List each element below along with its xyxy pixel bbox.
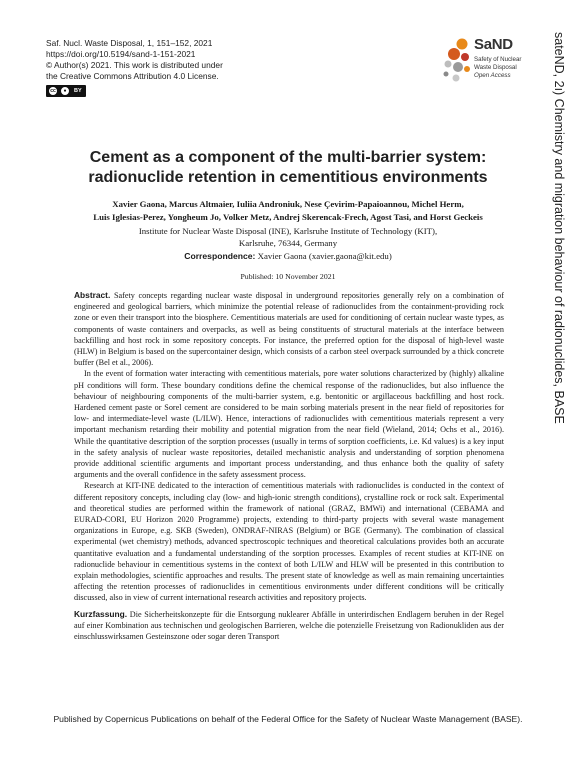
- abstract-text-1: Safety concepts regarding nuclear waste disposal in underground repositories generally rely on a combination of engineered and geological barriers, which minimize the potential release of radionuclides from the containment-providing rock zone or even their transport into the biosphere. Cementitious materials are used for conditioning of certain nuclear waste types, as components of waste containers and overpacks, as well as being constituents of structural materials at the interface between backfilling and host rock in some repository concepts. For instance, the preferred option for the disposal of high-level waste (HLW) in Belgium is based on the supercontainer design, which consists of a carbon steel overpack surrounded by a thick concrete buffer (Bel et al., 2006).: [74, 291, 505, 368]
- authors-line-1: Xavier Gaona, Marcus Altmaier, Iuliia Androniuk, Nese Çevirim-Papaioannou, Michel Herm,: [112, 199, 464, 209]
- title-line-2: radionuclide retention in cementitious environments: [88, 169, 488, 186]
- kurzfassung-heading: Kurzfassung.: [74, 608, 128, 619]
- journal-citation: Saf. Nucl. Waste Disposal, 1, 151–152, 2021: [46, 38, 213, 48]
- abstract-paragraph-1: [74, 290, 504, 368]
- license-line: the Creative Commons Attribution 4.0 License.: [46, 71, 219, 81]
- author-list: [40, 198, 536, 224]
- abstract-heading: Abstract.: [74, 290, 111, 300]
- abstract-body: [74, 290, 504, 642]
- kurzfassung-paragraph: [74, 609, 504, 643]
- side-running-title: sateND, 2ı) Chemistry and migration behaviour of radionuclides, BASE: [552, 32, 566, 424]
- sand-logo-line1: Safety of Nuclear: [474, 56, 522, 63]
- cc-by-badge[interactable]: [46, 85, 86, 97]
- affiliation: [40, 225, 536, 249]
- abstract-paragraph-3: Research at KIT-INE dedicated to the interaction of cementitious materials with radionuclides is conducted in the context of different repository concepts, including clay (low- and high-ionic strength conditions), crystalline rock or rock salt. Experimental and theoretical studies are performed within the framework of national (GRAZ, BMWi) and international (CEBAMA and EURAD-CORI, EU Horizon 2020 Programme) projects, extending to third-party projects with several waste management organizations in Europe, e.g. SKB (Sweden), ONDRAF-NIRAS (Belgium) or BGE (Germany). The combination of classical experimental (wet chemistry) methods, advanced spectroscopic techniques and theoretical calculations provides both an accurate quantitative evaluation and a fundamental understanding of the sorption processes. Examples of recent studies at KIT-INE on radionuclide behaviour in cementitious systems in the context of both L/ILW and HLW will be presented in this contribution to explain methodologies, scientific approaches and results. The present state of knowledge as well as main remaining uncertainties affecting the retention processes of radionuclides in cementitious environments under different conditions will be critically discussed, also in view of current international research activities and repository projects.: [74, 481, 504, 603]
- correspondence-label: Correspondence:: [184, 251, 256, 261]
- correspondence-email[interactable]: Xavier Gaona (xavier.gaona@kit.edu): [257, 251, 392, 261]
- correspondence: [40, 251, 536, 261]
- affiliation-line-1: Institute for Nuclear Waste Disposal (INE), Karlsruhe Institute of Technology (KIT),: [138, 226, 438, 236]
- abstract-paragraph-2: In the event of formation water interacting with cementitious materials, pore water solutions characterized by (highly) alkaline pH conditions will form. These boundary conditions define the chemical response of the radionuclides, but also influence the behaviour of neighbouring components of the multi-barrier system, e.g. bentonitic or argillaceous backfilling and host rock. Hardened cement paste or Sorel cement are considered to be main sorbing materials present in the near field of repositories for low- and intermediate-level waste (L/ILW). Hence, interactions of radionuclides with cementitious materials represent a very important mechanism retarding their mobility and potential migration from the near field (Wieland, 2014; Ochs et al., 2016). While the quantitative description of the sorption processes (usually in terms of sorption coefficients, i.e. Kd values) is a key input in the safety analysis of nuclear waste repositories, detailed mechanistic analysis and understanding of sorption phenomena provide additional scientific arguments and important process understanding, and thus enhance both the quality of safety arguments and the overall confidence in the safety assessment process.: [74, 369, 504, 480]
- sand-logo-line2: Waste Disposal: [474, 64, 517, 71]
- cc-icon: cc: [48, 86, 58, 96]
- kurzfassung-text: Die Sicherheitskonzepte für die Entsorgung nuklearer Abfälle in unterirdischen Endlagern beruhen in der Regel auf einer Kombination aus technischen und geologischen Barrieren, welche die potenzielle Freisetzung von Radionukliden aus der einschlusswirksamen Gesteinszone oder sogar deren Transport: [74, 609, 505, 642]
- paper-title: [40, 148, 536, 188]
- copyright-line: © Author(s) 2021. This work is distributed under: [46, 60, 223, 70]
- attribution-person-icon: ●: [60, 86, 70, 96]
- title-line-1: Cement as a component of the multi-barrier system:: [89, 149, 487, 166]
- publisher-footer: Published by Copernicus Publications on behalf of the Federal Office for the Safety of Nuclear Waste Management (BASE).: [53, 714, 523, 724]
- affiliation-line-2: Karlsruhe, 76344, Germany: [238, 238, 338, 248]
- open-access-label: Open Access: [474, 72, 511, 79]
- published-date: Published: 10 November 2021: [240, 272, 336, 281]
- doi-link[interactable]: https://doi.org/10.5194/sand-1-151-2021: [46, 49, 196, 59]
- sand-logo-mark-icon: [432, 30, 474, 90]
- sand-logo-subtitle: [474, 56, 534, 80]
- cc-by-label: BY: [74, 87, 82, 94]
- journal-header: [46, 38, 286, 97]
- authors-line-2: Luis Iglesias-Perez, Yongheum Jo, Volker Metz, Andrej Skerencak-Frech, Agost Tasi, and Horst Geckeis: [93, 212, 483, 222]
- sand-logo: [432, 30, 532, 90]
- sand-logo-brand: SaND: [474, 36, 513, 53]
